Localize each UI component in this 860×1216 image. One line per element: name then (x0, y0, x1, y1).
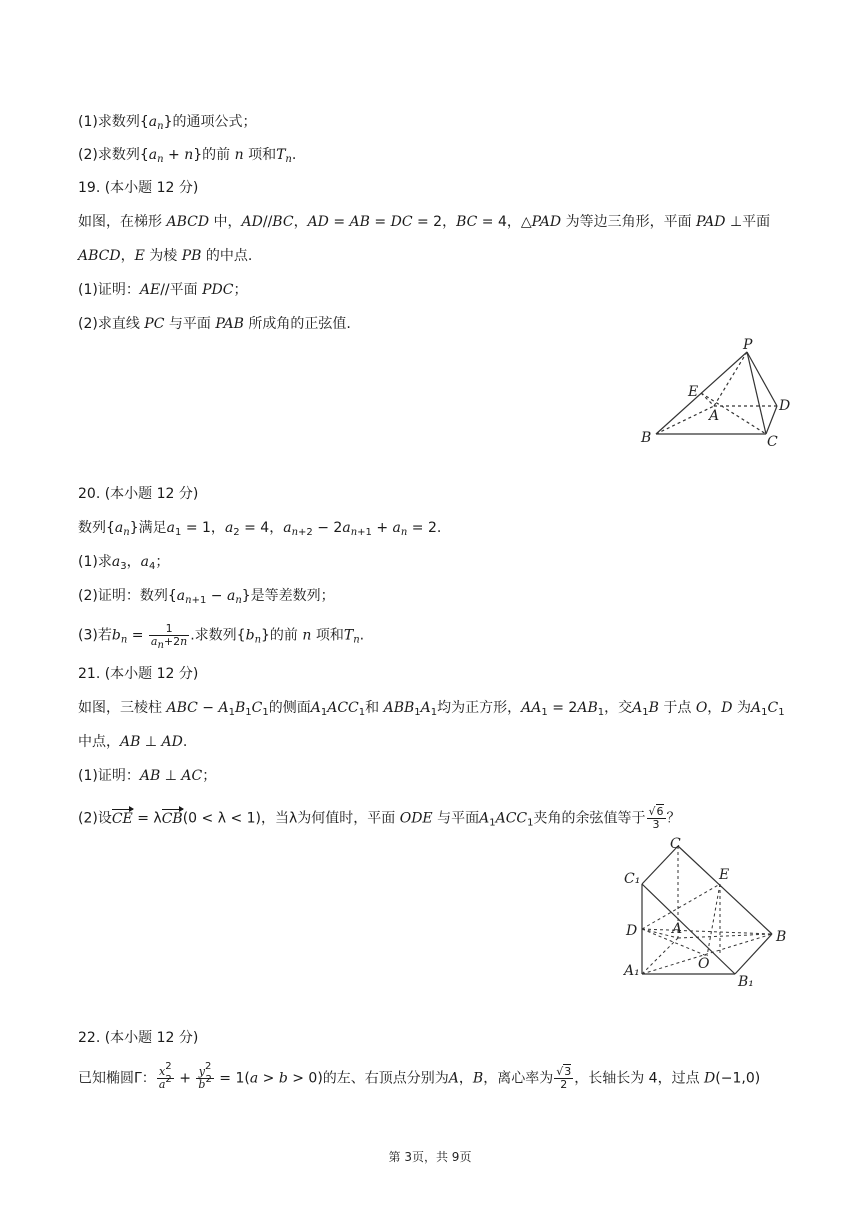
q20-part1: (1)求$a_3$，$a_4$； (78, 554, 170, 572)
q21-stem-line2: 中点，AB ⊥ AD. (78, 734, 188, 750)
q19-header: 19. (本小题 12 分) (78, 180, 199, 196)
fig21-label-A1: A₁ (624, 963, 640, 979)
fig21-label-A: A (672, 921, 683, 937)
q20-part3: (3)若$b_n$ = $\frac{1}{a_n+2n}$ .求数列$\{b_n\}$的前 n 项和$T_n$. (78, 622, 365, 651)
q20-stem: 数列$\{a_n\}$满足$a_1 = 1$，$a_2 = 4$，$a_{n+2} - 2a_{n+1} + a_n = 2$. (78, 520, 442, 538)
q21-header: 21. (本小题 12 分) (78, 666, 199, 682)
q21-stem-line1: 如图，三棱柱 ABC − $A_1B_1C_1$的侧面$A_1ACC_1$和 $ABB_1A_1$均为正方形，$AA_1 = 2AB_1$，交$A_1B$ 于点 O，D 为$A_1C_1$ (78, 700, 785, 718)
fig21-label-E: E (719, 867, 730, 883)
fig21-label-C: C (670, 836, 681, 852)
q21-part2: (2)设CE = λCB(0 < λ < 1)，当λ为何值时，平面 ODE 与平面$A_1ACC_1$夹角的余弦值等于 $\frac{√6}{3}$ ？ (78, 805, 681, 831)
q19-pyramid-figure (636, 334, 796, 450)
fig21-label-B1: B₁ (738, 974, 754, 990)
q22-header: 22. (本小题 12 分) (78, 1030, 199, 1046)
fig21-label-D: D (626, 923, 638, 939)
q20-part2: (2)证明：数列$\{a_{n+1} - a_n\}$是等差数列； (78, 588, 335, 606)
fig19-label-D: D (779, 398, 791, 414)
fig19-label-E: E (688, 384, 699, 400)
q19-stem-line1: 如图，在梯形 ABCD 中，AD//BC，AD = AB = DC = 2，BC = 4，△PAD 为等边三角形，平面 PAD ⊥平面 (78, 214, 771, 230)
q18-part1: (1)求数列$\{a_n\}$的通项公式； (78, 114, 257, 132)
fig19-label-P: P (743, 337, 753, 353)
q18-part2: (2)求数列$\{a_n + n\}$的前 n 项和$T_n$. (78, 147, 297, 165)
q22-stem: 已知椭圆Γ： $\frac{x^2}{a^2}$ + $\frac{y^2}{b^2}$ = 1(a > b > 0)的左、右顶点分别为A，B，离心率为 $\frac{√3}{2}$ ，长轴长为 4，过点 D(−1,0) (78, 1061, 761, 1091)
fig21-label-B: B (776, 929, 787, 945)
q21-part1: (1)证明：AB ⊥ AC； (78, 768, 217, 784)
page-footer: 第 3页，共 9页 (388, 1150, 472, 1164)
q19-part2: (2)求直线 PC 与平面 PAB 所成角的正弦值. (78, 316, 351, 332)
q19-part1: (1)证明：AE//平面 PDC； (78, 282, 248, 298)
fig21-label-O: O (698, 956, 710, 972)
fig19-label-B: B (641, 430, 652, 446)
fig21-label-C1: C₁ (624, 871, 641, 887)
q21-prism-figure (620, 834, 800, 994)
q19-stem-line2: ABCD，E 为棱 PB 的中点. (78, 248, 253, 264)
fig19-label-C: C (767, 434, 778, 450)
fig19-label-A: A (709, 408, 720, 424)
q20-header: 20. (本小题 12 分) (78, 486, 199, 502)
